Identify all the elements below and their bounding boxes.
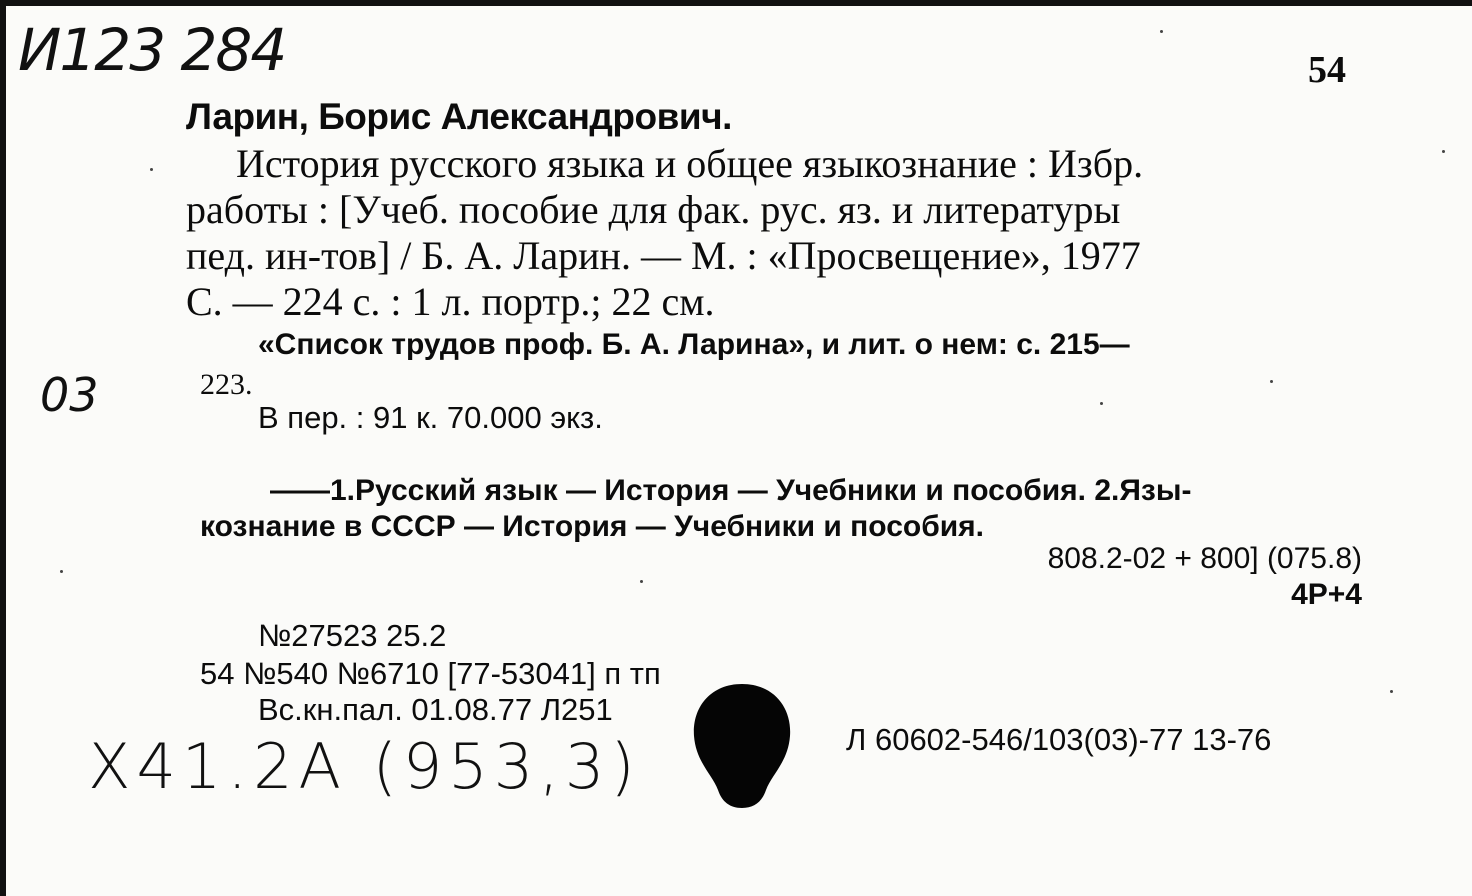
description-line: История русского языка и общее языкознание : Избр.	[236, 141, 1144, 186]
ink-blot	[692, 682, 794, 810]
index-number: Л 60602-546/103(03)-77 13-76	[846, 722, 1272, 757]
chamber-record: Вс.кн.пал. 01.08.77 Л251	[258, 692, 613, 727]
card-left-edge	[0, 0, 6, 896]
subject-headings: ——1.Русский язык — История — Учебники и пособия. 2.Язы-	[270, 474, 1192, 507]
handwritten-classification: Х41.2А (953,3)	[88, 730, 641, 803]
bibliography-note: «Список трудов проф. Б. А. Ларина», и лит. о нем: с. 215—	[258, 328, 1130, 361]
price-and-print-run: В пер. : 91 к. 70.000 экз.	[258, 400, 603, 435]
speck	[60, 570, 63, 573]
card-number: 54	[1308, 49, 1346, 91]
speck	[150, 168, 153, 171]
description-line: работы : [Учеб. пособие для фак. рус. яз. и литературы	[186, 187, 1121, 232]
udc-classification: 808.2-02 + 800] (075.8)	[1047, 542, 1362, 575]
speck	[640, 580, 643, 583]
speck	[1390, 690, 1393, 693]
bibliography-note-continued: 223.	[200, 368, 253, 401]
title-description	[186, 141, 1366, 325]
bbk-classification: 4Р+4	[1291, 578, 1362, 611]
author-heading: Ларин, Борис Александрович.	[186, 96, 732, 137]
handwritten-shelfmark: И123 284	[18, 16, 286, 84]
speck	[1100, 402, 1103, 405]
description-line: С. — 224 с. : 1 л. портр.; 22 см.	[186, 279, 715, 324]
speck	[1442, 150, 1445, 153]
subject-headings-continued: кознание в СССР — История — Учебники и пособия.	[200, 510, 985, 543]
record-numbers: 54 №540 №6710 [77-53041] п тп	[200, 656, 661, 691]
handwritten-side-mark: 03	[40, 368, 99, 422]
registration-number: №27523 25.2	[258, 618, 447, 653]
card-top-edge	[0, 0, 1472, 6]
speck	[1270, 380, 1273, 383]
description-line: пед. ин-тов] / Б. А. Ларин. — М. : «Просвещение», 1977	[186, 233, 1141, 278]
speck	[1160, 30, 1163, 33]
